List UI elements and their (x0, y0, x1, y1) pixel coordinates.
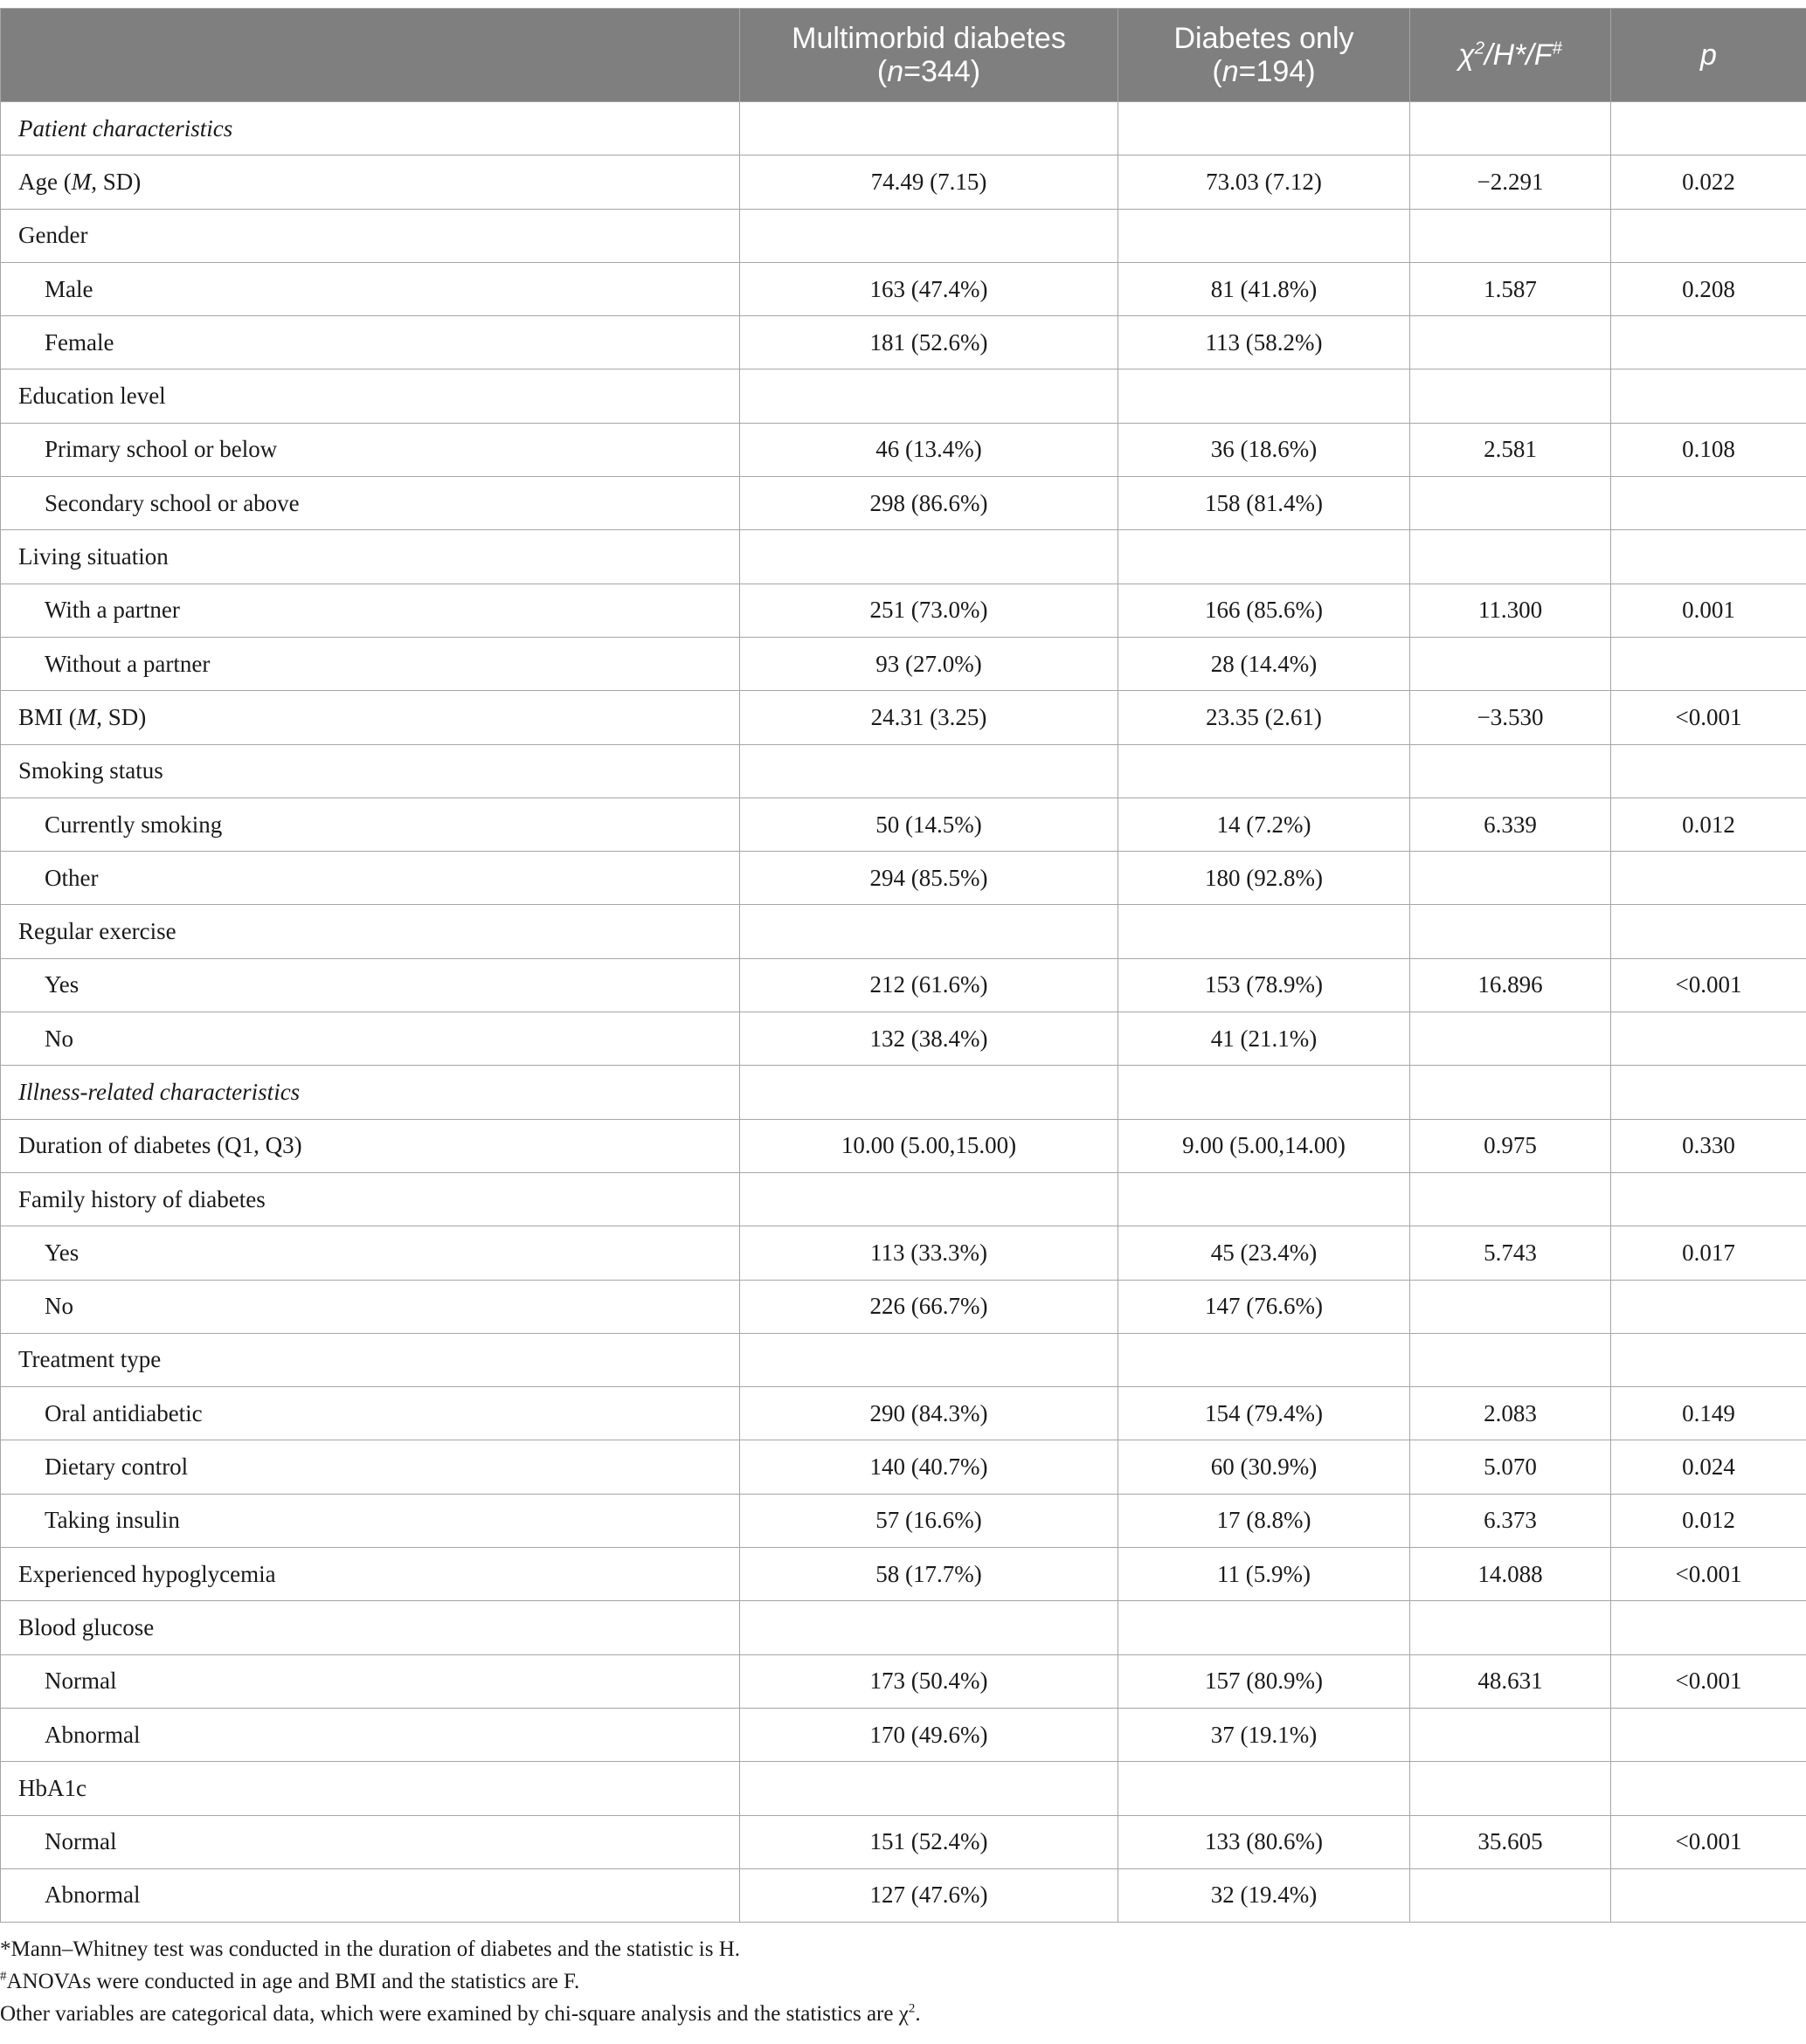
statistic-value: −3.530 (1410, 691, 1611, 744)
multimorbid-value: 251 (73.0%) (740, 584, 1118, 637)
footnote-mann-whitney: *Mann–Whitney test was conducted in the duration of diabetes and the statistic is H. (0, 1937, 741, 1961)
section-row (1, 102, 1806, 155)
table-row (1, 1333, 1806, 1386)
diabetes-only-value: 28 (14.4%) (1118, 637, 1410, 690)
row-label: HbA1c (1, 1762, 740, 1815)
row-label: Illness-related characteristics (1, 1066, 740, 1119)
diabetes-only-value (1118, 744, 1410, 798)
multimorbid-value (740, 369, 1118, 423)
diabetes-only-value: 158 (81.4%) (1118, 477, 1410, 530)
row-label: Primary school or below (1, 423, 740, 476)
statistic-value (1410, 477, 1611, 530)
diabetes-only-value: 113 (58.2%) (1118, 316, 1410, 369)
diabetes-only-value: 147 (76.6%) (1118, 1280, 1410, 1333)
diabetes-only-value (1118, 530, 1410, 584)
header-multimorbid-n-var: n (887, 55, 904, 88)
statistic-value: −2.291 (1410, 155, 1611, 209)
row-label-text: BMI ( (18, 703, 77, 730)
row-label: Education level (1, 369, 740, 423)
p-value: 0.012 (1611, 798, 1806, 851)
table-row (1, 1654, 1806, 1708)
row-label: Blood glucose (1, 1601, 740, 1654)
p-value (1611, 316, 1806, 369)
table-row (1, 691, 1806, 744)
p-value (1611, 369, 1806, 423)
header-statistic-chi: χ (1458, 38, 1475, 72)
diabetes-only-value: 133 (80.6%) (1118, 1815, 1410, 1868)
statistic-value: 5.743 (1410, 1226, 1611, 1280)
p-value: 0.108 (1611, 423, 1806, 476)
p-value (1611, 209, 1806, 262)
table-header (1, 9, 1806, 102)
statistic-value (1410, 1708, 1611, 1761)
diabetes-only-value: 45 (23.4%) (1118, 1226, 1410, 1280)
table-row (1, 155, 1806, 209)
multimorbid-value: 132 (38.4%) (740, 1012, 1118, 1066)
row-label: Without a partner (1, 637, 740, 690)
footnote-anova (0, 1965, 1806, 1998)
row-label: Male (1, 262, 740, 315)
table-row (1, 1708, 1806, 1761)
statistic-value (1410, 1172, 1611, 1226)
statistic-value (1410, 637, 1611, 690)
footnote-anova-marker: # (0, 1969, 7, 1984)
diabetes-only-value: 9.00 (5.00,14.00) (1118, 1119, 1410, 1172)
table-row (1, 369, 1806, 423)
statistic-value: 14.088 (1410, 1548, 1611, 1601)
diabetes-only-value: 81 (41.8%) (1118, 262, 1410, 315)
diabetes-only-value: 37 (19.1%) (1118, 1708, 1410, 1761)
p-value: <0.001 (1611, 1815, 1806, 1868)
p-value (1611, 852, 1806, 905)
table-row (1, 262, 1806, 315)
diabetes-only-value: 180 (92.8%) (1118, 852, 1410, 905)
table-row (1, 1815, 1806, 1868)
multimorbid-value: 74.49 (7.15) (740, 155, 1118, 209)
diabetes-only-value: 36 (18.6%) (1118, 423, 1410, 476)
multimorbid-value: 212 (61.6%) (740, 958, 1118, 1012)
table-row (1, 477, 1806, 530)
footnote-chi-square-end: . (915, 2002, 921, 2026)
p-value (1611, 102, 1806, 155)
p-value (1611, 1012, 1806, 1066)
diabetes-only-value (1118, 1066, 1410, 1119)
header-p-label: p (1700, 38, 1717, 72)
row-label: Normal (1, 1815, 740, 1868)
p-value: 0.024 (1611, 1440, 1806, 1494)
row-label: Yes (1, 958, 740, 1012)
multimorbid-value: 127 (47.6%) (740, 1868, 1118, 1922)
statistic-value: 11.300 (1410, 584, 1611, 637)
row-label: Yes (1, 1226, 740, 1280)
diabetes-only-value: 23.35 (2.61) (1118, 691, 1410, 744)
diabetes-only-value: 60 (30.9%) (1118, 1440, 1410, 1494)
table-row (1, 1119, 1806, 1172)
statistic-value: 16.896 (1410, 958, 1611, 1012)
statistic-value (1410, 369, 1611, 423)
diabetes-only-value: 153 (78.9%) (1118, 958, 1410, 1012)
diabetes-only-value (1118, 1601, 1410, 1654)
multimorbid-value: 290 (84.3%) (740, 1387, 1118, 1440)
multimorbid-value: 294 (85.5%) (740, 852, 1118, 905)
table-row (1, 637, 1806, 690)
statistic-value (1410, 852, 1611, 905)
table-row (1, 1440, 1806, 1494)
diabetes-only-value: 73.03 (7.12) (1118, 155, 1410, 209)
table-row (1, 316, 1806, 369)
statistic-value (1410, 1762, 1611, 1815)
diabetes-only-value: 32 (19.4%) (1118, 1868, 1410, 1922)
p-value: 0.330 (1611, 1119, 1806, 1172)
table-row (1, 958, 1806, 1012)
p-value (1611, 1066, 1806, 1119)
p-value (1611, 1762, 1806, 1815)
statistic-value (1410, 316, 1611, 369)
row-label: Other (1, 852, 740, 905)
table-row (1, 1280, 1806, 1333)
row-label: Regular exercise (1, 905, 740, 958)
statistic-value: 2.581 (1410, 423, 1611, 476)
table-row (1, 905, 1806, 958)
diabetes-only-value (1118, 1762, 1410, 1815)
diabetes-only-value: 14 (7.2%) (1118, 798, 1410, 851)
p-value (1611, 1868, 1806, 1922)
row-label: Duration of diabetes (Q1, Q3) (1, 1119, 740, 1172)
row-label: No (1, 1280, 740, 1333)
table-row (1, 798, 1806, 851)
diabetes-only-value (1118, 209, 1410, 262)
footnote-chi-square-sup: 2 (908, 2001, 916, 2016)
multimorbid-value (740, 530, 1118, 584)
multimorbid-value: 140 (40.7%) (740, 1440, 1118, 1494)
characteristics-table (0, 8, 1806, 1923)
header-blank-cell (1, 9, 740, 102)
diabetes-only-value (1118, 102, 1410, 155)
multimorbid-value: 163 (47.4%) (740, 262, 1118, 315)
multimorbid-value (740, 1333, 1118, 1386)
row-label: Gender (1, 209, 740, 262)
p-value (1611, 637, 1806, 690)
row-label: Family history of diabetes (1, 1172, 740, 1226)
statistic-value (1410, 530, 1611, 584)
statistic-value: 48.631 (1410, 1654, 1611, 1708)
statistic-value: 5.070 (1410, 1440, 1611, 1494)
p-value (1611, 477, 1806, 530)
row-label: Normal (1, 1654, 740, 1708)
p-value: 0.017 (1611, 1226, 1806, 1280)
statistic-value: 6.373 (1410, 1494, 1611, 1547)
diabetes-only-value (1118, 1333, 1410, 1386)
multimorbid-value: 10.00 (5.00,15.00) (740, 1119, 1118, 1172)
multimorbid-value: 93 (27.0%) (740, 637, 1118, 690)
table-row (1, 1012, 1806, 1066)
diabetes-only-value: 157 (80.9%) (1118, 1654, 1410, 1708)
table-row (1, 1548, 1806, 1601)
row-label: Living situation (1, 530, 740, 584)
header-p (1611, 9, 1806, 102)
header-multimorbid-title: Multimorbid diabetes (792, 22, 1066, 55)
row-label-text: , SD) (91, 168, 142, 195)
row-label: No (1, 1012, 740, 1066)
statistic-value (1410, 209, 1611, 262)
multimorbid-value (740, 102, 1118, 155)
p-value: 0.208 (1611, 262, 1806, 315)
table-row (1, 1226, 1806, 1280)
statistic-value (1410, 1868, 1611, 1922)
p-value (1611, 1601, 1806, 1654)
footnote-anova-text: ANOVAs were conducted in age and BMI and the statistics are F. (6, 1970, 580, 1993)
footnote-chi-square-text: Other variables are categorical data, which were examined by chi-square analysis and the statistics are χ (0, 2002, 909, 2026)
header-diabetes-only-title: Diabetes only (1173, 22, 1354, 55)
header-diabetes-only (1118, 9, 1410, 102)
header-statistic-chi-sup: 2 (1474, 38, 1485, 59)
row-label: Secondary school or above (1, 477, 740, 530)
diabetes-only-value: 154 (79.4%) (1118, 1387, 1410, 1440)
p-value: <0.001 (1611, 691, 1806, 744)
table-row (1, 530, 1806, 584)
p-value: 0.149 (1611, 1387, 1806, 1440)
row-label-italic: M (76, 703, 97, 730)
multimorbid-value: 181 (52.6%) (740, 316, 1118, 369)
row-label-italic: M (71, 168, 92, 195)
row-label: Taking insulin (1, 1494, 740, 1547)
statistic-value: 1.587 (1410, 262, 1611, 315)
table-row (1, 1601, 1806, 1654)
multimorbid-value: 113 (33.3%) (740, 1226, 1118, 1280)
table-body (1, 102, 1806, 1923)
multimorbid-value (740, 1066, 1118, 1119)
p-value (1611, 1708, 1806, 1761)
diabetes-only-value: 41 (21.1%) (1118, 1012, 1410, 1066)
row-label-text: Age ( (18, 168, 72, 195)
header-statistic-hash-sup: # (1552, 38, 1562, 59)
statistic-value (1410, 744, 1611, 798)
header-statistic (1410, 9, 1611, 102)
header-statistic-rest: /H*/F (1484, 38, 1553, 72)
row-label: Currently smoking (1, 798, 740, 851)
multimorbid-value (740, 744, 1118, 798)
multimorbid-value: 173 (50.4%) (740, 1654, 1118, 1708)
row-label: Patient characteristics (1, 102, 740, 155)
header-diabetes-only-n-value: =194) (1238, 55, 1316, 88)
multimorbid-value (740, 209, 1118, 262)
statistic-value (1410, 102, 1611, 155)
diabetes-only-value: 166 (85.6%) (1118, 584, 1410, 637)
multimorbid-value: 170 (49.6%) (740, 1708, 1118, 1761)
multimorbid-value: 46 (13.4%) (740, 423, 1118, 476)
statistic-value (1410, 1012, 1611, 1066)
p-value (1611, 1333, 1806, 1386)
p-value (1611, 530, 1806, 584)
footnote-chi-square (0, 1998, 1806, 2030)
row-label: Smoking status (1, 744, 740, 798)
p-value (1611, 905, 1806, 958)
table-row (1, 744, 1806, 798)
header-multimorbid-n-open: ( (876, 55, 888, 88)
table-row (1, 209, 1806, 262)
row-label: Oral antidiabetic (1, 1387, 740, 1440)
header-diabetes-only-n-open: ( (1212, 55, 1222, 88)
statistic-value: 35.605 (1410, 1815, 1611, 1868)
p-value: 0.001 (1611, 584, 1806, 637)
diabetes-only-value (1118, 1172, 1410, 1226)
statistic-value (1410, 1280, 1611, 1333)
multimorbid-value: 226 (66.7%) (740, 1280, 1118, 1333)
row-label: Female (1, 316, 740, 369)
p-value (1611, 1280, 1806, 1333)
multimorbid-value (740, 1762, 1118, 1815)
header-diabetes-only-n-var: n (1221, 55, 1239, 88)
diabetes-only-value: 11 (5.9%) (1118, 1548, 1410, 1601)
statistic-value: 0.975 (1410, 1119, 1611, 1172)
multimorbid-value (740, 1172, 1118, 1226)
table-row (1, 1762, 1806, 1815)
p-value: 0.022 (1611, 155, 1806, 209)
statistic-value (1410, 1333, 1611, 1386)
p-value: 0.012 (1611, 1494, 1806, 1547)
table-row (1, 1494, 1806, 1547)
statistic-value (1410, 1601, 1611, 1654)
table-row (1, 584, 1806, 637)
multimorbid-value: 50 (14.5%) (740, 798, 1118, 851)
multimorbid-value (740, 1601, 1118, 1654)
table-row (1, 423, 1806, 476)
row-label: Abnormal (1, 1868, 740, 1922)
multimorbid-value: 57 (16.6%) (740, 1494, 1118, 1547)
table-row (1, 1868, 1806, 1922)
header-multimorbid (740, 9, 1118, 102)
multimorbid-value: 24.31 (3.25) (740, 691, 1118, 744)
row-label-text: , SD) (96, 703, 147, 730)
statistic-value: 2.083 (1410, 1387, 1611, 1440)
diabetes-only-value (1118, 369, 1410, 423)
section-row (1, 1066, 1806, 1119)
row-label: Abnormal (1, 1708, 740, 1761)
multimorbid-value: 58 (17.7%) (740, 1548, 1118, 1601)
table-row (1, 1387, 1806, 1440)
table-row (1, 1172, 1806, 1226)
p-value: <0.001 (1611, 1654, 1806, 1708)
table-footnotes (0, 1933, 1806, 2030)
row-label: Treatment type (1, 1333, 740, 1386)
multimorbid-value: 151 (52.4%) (740, 1815, 1118, 1868)
statistic-value (1410, 1066, 1611, 1119)
row-label: Experienced hypoglycemia (1, 1548, 740, 1601)
statistic-value: 6.339 (1410, 798, 1611, 851)
header-multimorbid-n-value: =344) (903, 55, 981, 88)
statistic-value (1410, 905, 1611, 958)
multimorbid-value (740, 905, 1118, 958)
diabetes-only-value: 17 (8.8%) (1118, 1494, 1410, 1547)
row-label: With a partner (1, 584, 740, 637)
multimorbid-value: 298 (86.6%) (740, 477, 1118, 530)
p-value: <0.001 (1611, 1548, 1806, 1601)
diabetes-only-value (1118, 905, 1410, 958)
row-label: Dietary control (1, 1440, 740, 1494)
row-label (1, 155, 740, 209)
table-row (1, 852, 1806, 905)
p-value (1611, 1172, 1806, 1226)
p-value: <0.001 (1611, 958, 1806, 1012)
p-value (1611, 744, 1806, 798)
row-label (1, 691, 740, 744)
